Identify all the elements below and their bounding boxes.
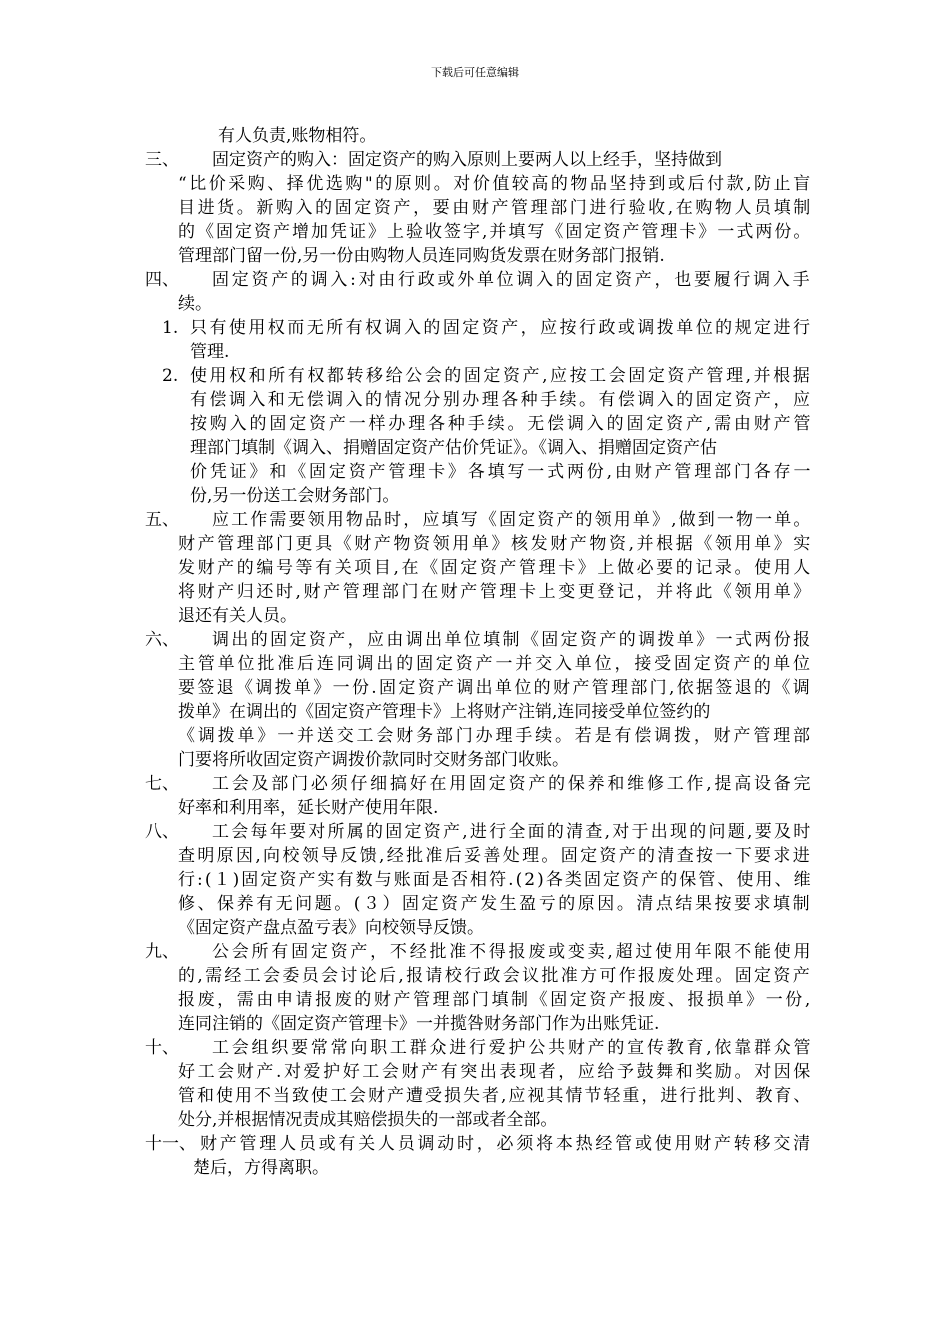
paragraph-line: 管理.: [190, 342, 230, 362]
paragraph-line: 修、保养有无问题。(３）固定资产发生盈亏的原因。清点结果按要求填制: [178, 894, 813, 914]
paragraph-line: “比价采购、择优选购"的原则。对价值较高的物品坚持到或后付款,防止盲: [178, 174, 813, 194]
paragraph-number: 七、: [145, 774, 179, 794]
paragraph-line: 调出的固定资产，应由调出单位填制《固定资产的调拨单》一式两份报: [212, 630, 813, 650]
paragraph-line: 使用权和所有权都转移给公会的固定资产,应按工会固定资产管理,并根据: [190, 366, 813, 386]
paragraph-line: 行:(１)固定资产实有数与账面是否相符.(2)各类固定资产的保管、使用、维: [178, 870, 813, 890]
paragraph-line: 公会所有固定资产，不经批准不得报废或变卖,超过使用年限不能使用: [212, 942, 814, 962]
paragraph-line: 固定资产的购入：固定资产的购入原则上要两人以上经手，坚持做到: [212, 150, 722, 170]
paragraph-line: 查明原因,向校领导反馈,经批准后妥善处理。固定资产的清查按一下要求进: [178, 846, 813, 866]
paragraph-line: 目进货。新购入的固定资产，要由财产管理部门进行验收,在购物人员填制: [178, 198, 813, 218]
paragraph-line: 发财产的编号等有关项目,在《固定资产管理卡》上做必要的记录。使用人: [178, 558, 813, 578]
paragraph-line: 工会每年要对所属的固定资产,进行全面的清查,对于出现的问题,要及时: [212, 822, 813, 842]
paragraph-line: 续。: [178, 294, 212, 314]
paragraph-line: 只有使用权而无所有权调入的固定资产，应按行政或调拨单位的规定进行: [190, 318, 813, 338]
paragraph-line: 管和使用不当致使工会财产遭受损失者,应视其情节轻重，进行批判、教育、: [178, 1086, 813, 1106]
paragraph-line: 份,另一份送工会财务部门。: [190, 486, 400, 506]
paragraph-line: 报废，需由申请报废的财产管理部门填制《固定资产报废、报损单》一份,: [178, 990, 813, 1010]
paragraph-number: 五、: [145, 510, 179, 530]
paragraph-line: 按购入的固定资产一样办理各种手续。无偿调入的固定资产,需由财产管: [190, 414, 814, 434]
paragraph-line: 的《固定资产增加凭证》上验收签字,并填写《固定资产管理卡》一式两份。: [178, 222, 813, 242]
paragraph-line: 财产管理人员或有关人员调动时，必须将本热经管或使用财产转移交清: [200, 1134, 813, 1154]
paragraph-line: 理部门填制《调入、捐赠固定资产估价凭证》。《调入、捐赠固定资产估: [190, 438, 717, 458]
paragraph-line: 《固定资产盘点盈亏表》向校领导反馈。: [178, 918, 484, 938]
paragraph-number: 十一、: [145, 1134, 196, 1154]
paragraph-number: 四、: [145, 270, 179, 290]
paragraph-line: 工会及部门必须仔细搞好在用固定资产的保养和维修工作,提高设备完: [212, 774, 814, 794]
paragraph-line: 有人负责,账物相符。: [218, 126, 377, 146]
paragraph-line: 价凭证》和《固定资产管理卡》各填写一式两份,由财产管理部门各存一: [190, 462, 814, 482]
paragraph-line: 财产管理部门更具《财产物资领用单》核发财产物资,并根据《领用单》实: [178, 534, 813, 554]
paragraph-line: 拨单》在调出的《固定资产管理卡》上将财产注销,连同接受单位签约的: [178, 702, 711, 722]
paragraph-line: 将财产归还时,财产管理部门在财产管理卡上变更登记，并将此《领用单》: [178, 582, 813, 602]
paragraph-line: 好率和利用率，延长财产使用年限.: [178, 798, 439, 818]
paragraph-number: 1.: [162, 318, 179, 338]
paragraph-line: 固定资产的调入:对由行政或外单位调入的固定资产，也要履行调入手: [212, 270, 813, 290]
paragraph-line: 连同注销的《固定资产管理卡》一并揽咎财务部门作为出账凭证.: [178, 1014, 660, 1034]
page-header: 下载后可任意编辑: [431, 66, 519, 79]
paragraph-line: 退还有关人员。: [178, 606, 297, 626]
paragraph-line: 楚后，方得离职。: [193, 1158, 329, 1178]
paragraph-line: 要签退《调拨单》一份.固定资产调出单位的财产管理部门,依据签退的《调: [178, 678, 813, 698]
paragraph-number: 十、: [145, 1038, 179, 1058]
paragraph-line: 好工会财产.对爱护好工会财产有突出表现者，应给予鼓舞和奖励。对因保: [178, 1062, 813, 1082]
paragraph-line: 工会组织要常常向职工群众进行爱护公共财产的宣传教育,依靠群众管: [212, 1038, 814, 1058]
paragraph-line: 的,需经工会委员会讨论后,报请校行政会议批准方可作报废处理。固定资产: [178, 966, 813, 986]
paragraph-line: 处分,并根据情况责成其赔偿损失的一部或者全部。: [178, 1110, 558, 1130]
paragraph-number: 2.: [162, 366, 179, 386]
paragraph-line: 门要将所收固定资产调拨价款同时交财务部门收账。: [178, 750, 569, 770]
paragraph-number: 三、: [145, 150, 179, 170]
paragraph-line: 有偿调入和无偿调入的情况分别办理各种手续。有偿调入的固定资产，应: [190, 390, 813, 410]
paragraph-number: 九、: [145, 942, 179, 962]
paragraph-number: 八、: [145, 822, 179, 842]
paragraph-number: 六、: [145, 630, 179, 650]
paragraph-line: 应工作需要领用物品时，应填写《固定资产的领用单》,做到一物一单。: [212, 510, 813, 530]
paragraph-line: 主管单位批准后连同调出的固定资产一并交入单位，接受固定资产的单位: [178, 654, 813, 674]
paragraph-line: 《调拨单》一并送交工会财务部门办理手续。若是有偿调拨，财产管理部: [178, 726, 813, 746]
paragraph-line: 管理部门留一份,另一份由购物人员连同购货发票在财务部门报销.: [178, 246, 665, 266]
